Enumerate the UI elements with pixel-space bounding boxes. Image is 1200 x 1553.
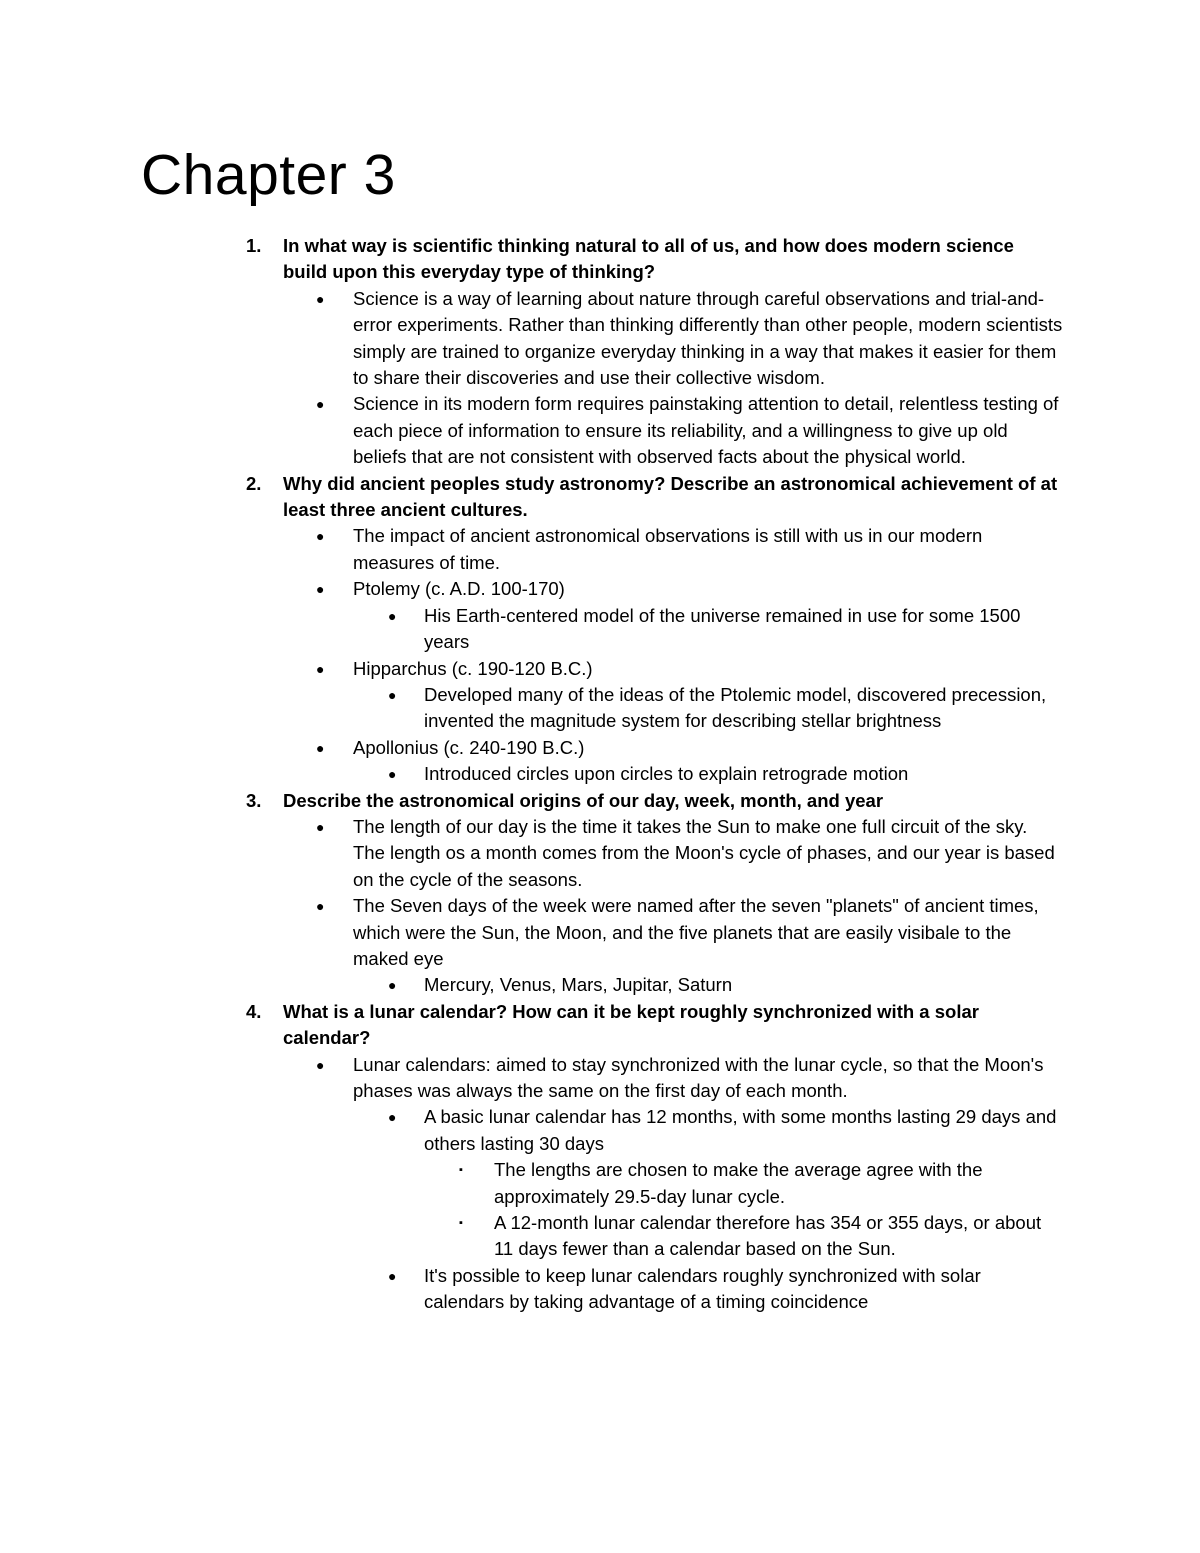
bullet-text: Mercury, Venus, Mars, Jupitar, Saturn <box>424 974 733 996</box>
round-bullet-icon: ● <box>316 898 325 915</box>
round-bullet-icon: ● <box>316 818 325 835</box>
bullet-item-level-1 <box>0 576 1063 602</box>
bullet-text: It's possible to keep lunar calendars roughly synchronized with solar calendars by taking advantage of a timing coincidence <box>424 1264 981 1313</box>
round-bullet-icon: ● <box>316 396 325 413</box>
question-text: Why did ancient peoples study astronomy? Describe an astronomical achievement of at least three ancient cultures. <box>283 472 1058 521</box>
question-text: What is a lunar calendar? How can it be kept roughly synchronized with a solar calendar? <box>283 1000 979 1049</box>
bullet-text: The length of our day is the time it takes the Sun to make one full circuit of the sky. The length os a month comes from the Moon's cycle of phases, and our year is based on the cycle of the seasons. <box>353 815 1055 890</box>
round-bullet-icon: ● <box>388 977 397 994</box>
round-bullet-icon: ● <box>388 1109 397 1126</box>
bullet-text: Science is a way of learning about nature through careful observations and trial-and-error experiments. Rather than thinking differently than other people, modern scientists simply are trained to organize everyday thinking in a way that makes it easier for them to share their discoveries and use their collective wisdom. <box>353 287 1063 389</box>
square-bullet-icon: ▪ <box>459 1217 463 1230</box>
round-bullet-icon: ● <box>388 686 397 703</box>
round-bullet-icon: ● <box>316 290 325 307</box>
question-text: In what way is scientific thinking natural to all of us, and how does modern science build upon this everyday type of thinking? <box>283 235 1014 283</box>
bullet-item-level-2 <box>0 1104 1064 1157</box>
outline-list <box>0 233 1200 1316</box>
bullet-text: Developed many of the ideas of the Ptolemic model, discovered precession, invented the magnitude system for describing stellar brightness <box>424 683 1047 732</box>
bullet-item-level-1 <box>0 735 1063 761</box>
bullet-item-level-2 <box>0 603 1064 656</box>
bullet-text: Hipparchus (c. 190-120 B.C.) <box>353 657 593 679</box>
question-item <box>0 471 1060 524</box>
question-item <box>0 233 1060 286</box>
round-bullet-icon: ● <box>388 607 397 624</box>
round-bullet-icon: ● <box>316 660 325 677</box>
question-number: 4. <box>246 1000 262 1022</box>
round-bullet-icon: ● <box>316 1056 325 1073</box>
question-number: 1. <box>246 235 262 256</box>
bullet-item-level-2 <box>0 972 1064 998</box>
bullet-item-level-3 <box>0 1157 1064 1210</box>
question-number: 2. <box>246 472 262 494</box>
bullet-item-level-2 <box>0 682 1064 735</box>
bullet-text: The Seven days of the week were named after the seven "planets" of ancient times, which were the Sun, the Moon, and the five planets that are easily visibale to the maked eye <box>353 895 1039 969</box>
bullet-text: A basic lunar calendar has 12 months, with some months lasting 29 days and others lasting 30 days <box>424 1106 1057 1154</box>
bullet-text: Introduced circles upon circles to explain retrograde motion <box>424 763 909 785</box>
round-bullet-icon: ● <box>316 739 325 756</box>
bullet-item-level-1 <box>0 656 1063 682</box>
bullet-item-level-1 <box>0 523 1063 576</box>
bullet-text: Science in its modern form requires painstaking attention to detail, relentless testing of each piece of information to ensure its reliability, and a willingness to give up old beliefs that are not consistent with observed facts about the physical world. <box>353 393 1059 468</box>
bullet-item-level-3 <box>0 1210 1064 1263</box>
bullet-text: Ptolemy (c. A.D. 100-170) <box>353 578 565 600</box>
bullet-text: Lunar calendars: aimed to stay synchronized with the lunar cycle, so that the Moon's phases was always the same on the first day of each month. <box>353 1053 1044 1101</box>
bullet-item-level-1 <box>0 286 1063 392</box>
square-bullet-icon: ▪ <box>459 1164 463 1177</box>
bullet-text: The impact of ancient astronomical observations is still with us in our modern measures of time. <box>353 525 983 573</box>
bullet-item-level-2 <box>0 761 1064 787</box>
question-item <box>0 999 1060 1052</box>
round-bullet-icon: ● <box>388 766 397 783</box>
bullet-text: Apollonius (c. 240-190 B.C.) <box>353 736 585 758</box>
question-number: 3. <box>246 789 262 811</box>
page-title: Chapter 3 <box>141 143 396 207</box>
bullet-text: His Earth-centered model of the universe remained in use for some 1500 years <box>424 604 1021 653</box>
bullet-item-level-1 <box>0 1052 1063 1105</box>
round-bullet-icon: ● <box>316 581 325 598</box>
question-item <box>0 788 1060 814</box>
bullet-item-level-2 <box>0 1263 1064 1316</box>
bullet-text: A 12-month lunar calendar therefore has 354 or 355 days, or about 11 days fewer than a calendar based on the Sun. <box>494 1212 1042 1260</box>
bullet-item-level-1 <box>0 893 1063 972</box>
bullet-item-level-1 <box>0 814 1063 893</box>
round-bullet-icon: ● <box>316 528 325 545</box>
round-bullet-icon: ● <box>388 1267 397 1284</box>
bullet-item-level-1 <box>0 391 1063 470</box>
question-text: Describe the astronomical origins of our day, week, month, and year <box>283 789 884 811</box>
bullet-text: The lengths are chosen to make the average agree with the approximately 29.5-day lunar cycle. <box>494 1159 983 1207</box>
